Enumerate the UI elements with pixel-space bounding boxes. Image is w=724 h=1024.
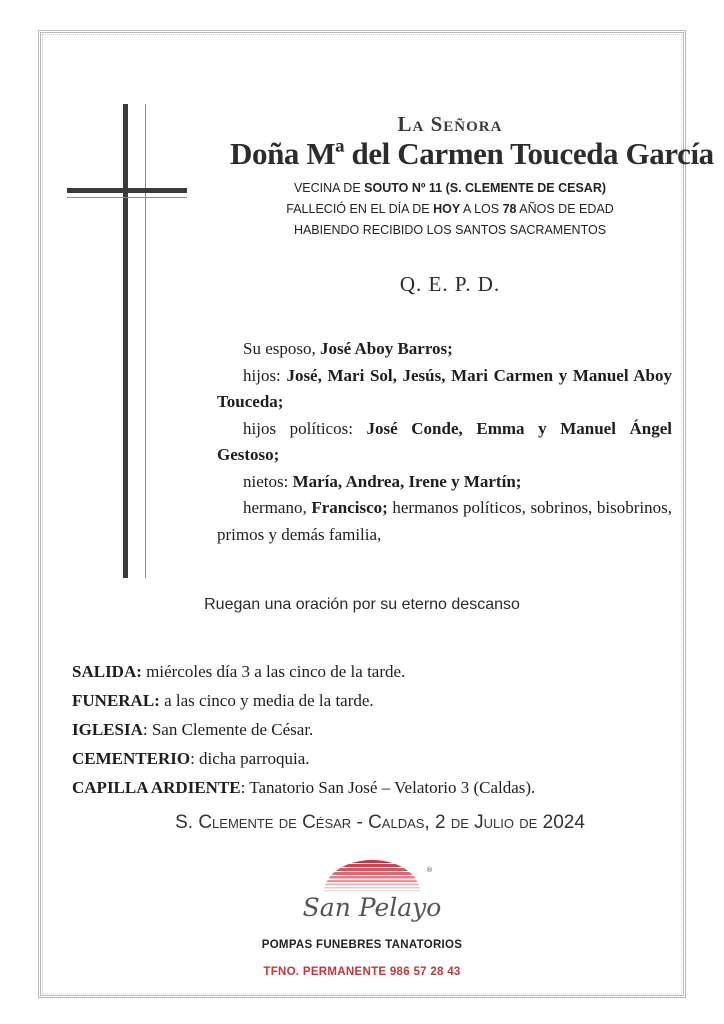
cross-icon — [123, 104, 128, 578]
family-grandchildren: nietos: María, Andrea, Irene y Martín; — [243, 471, 522, 491]
san-pelayo-logo — [302, 858, 442, 928]
prayer-request: Ruegan una oración por su eterno descanso — [204, 596, 520, 613]
logo-sunrise-icon — [302, 860, 442, 891]
title: La Señora — [397, 112, 503, 136]
family-siblings: hermano, Francisco; hermanos políticos, sobrinos, bisobrinos, primos y demás familia, — [217, 498, 672, 544]
family-children: hijos: José, Mari Sol, Jesús, Mari Carmen y Manuel Aboy Touceda; — [217, 365, 672, 411]
detail-cemetery: CEMENTERIO: dicha parroquia. — [72, 749, 310, 768]
detail-chapel: CAPILLA ARDIENTE: Tanatorio San José – Velatorio 3 (Caldas). — [72, 778, 536, 797]
family-spouse: Su esposo, José Aboy Barros; — [243, 339, 453, 358]
detail-funeral: FUNERAL: a las cinco y media de la tarde. — [72, 691, 374, 710]
deceased-name: Doña Mª del Carmen Touceda García — [230, 136, 714, 171]
info-block — [230, 178, 670, 241]
cross-icon-arm — [67, 188, 187, 193]
logo-wordmark: San Pelayo — [302, 893, 442, 922]
info-line-death: FALLECIÓ EN EL DÍA DE HOY A LOS 78 AÑOS DE EDAD — [286, 202, 614, 216]
family-list — [217, 336, 672, 548]
company-tagline: POMPAS FUNEBRES TANATORIOS — [261, 939, 463, 951]
family-in-laws: hijos políticos: José Conde, Emma y Manuel Ángel Gestoso; — [217, 418, 673, 464]
details-list — [72, 657, 692, 802]
detail-church: IGLESIA: San Clemente de César. — [72, 720, 314, 739]
cross-icon-shadow-vertical — [145, 104, 146, 578]
info-line-residence: VECINA DE SOUTO Nº 11 (S. CLEMENTE DE CESAR) — [293, 181, 607, 195]
place-and-date: S. Clemente de César - Caldas, 2 de Julio de 2024 — [175, 812, 585, 833]
phone-number: TFNO. PERMANENTE 986 57 28 43 — [263, 966, 461, 978]
qepd: Q. E. P. D. — [399, 272, 501, 296]
detail-departure: SALIDA: miércoles día 3 a las cinco de la tarde. — [72, 662, 406, 681]
registered-mark: ® — [426, 866, 433, 874]
cross-icon-shadow-horizontal — [67, 197, 187, 198]
info-line-sacraments: HABIENDO RECIBIDO LOS SANTOS SACRAMENTOS — [293, 223, 607, 237]
